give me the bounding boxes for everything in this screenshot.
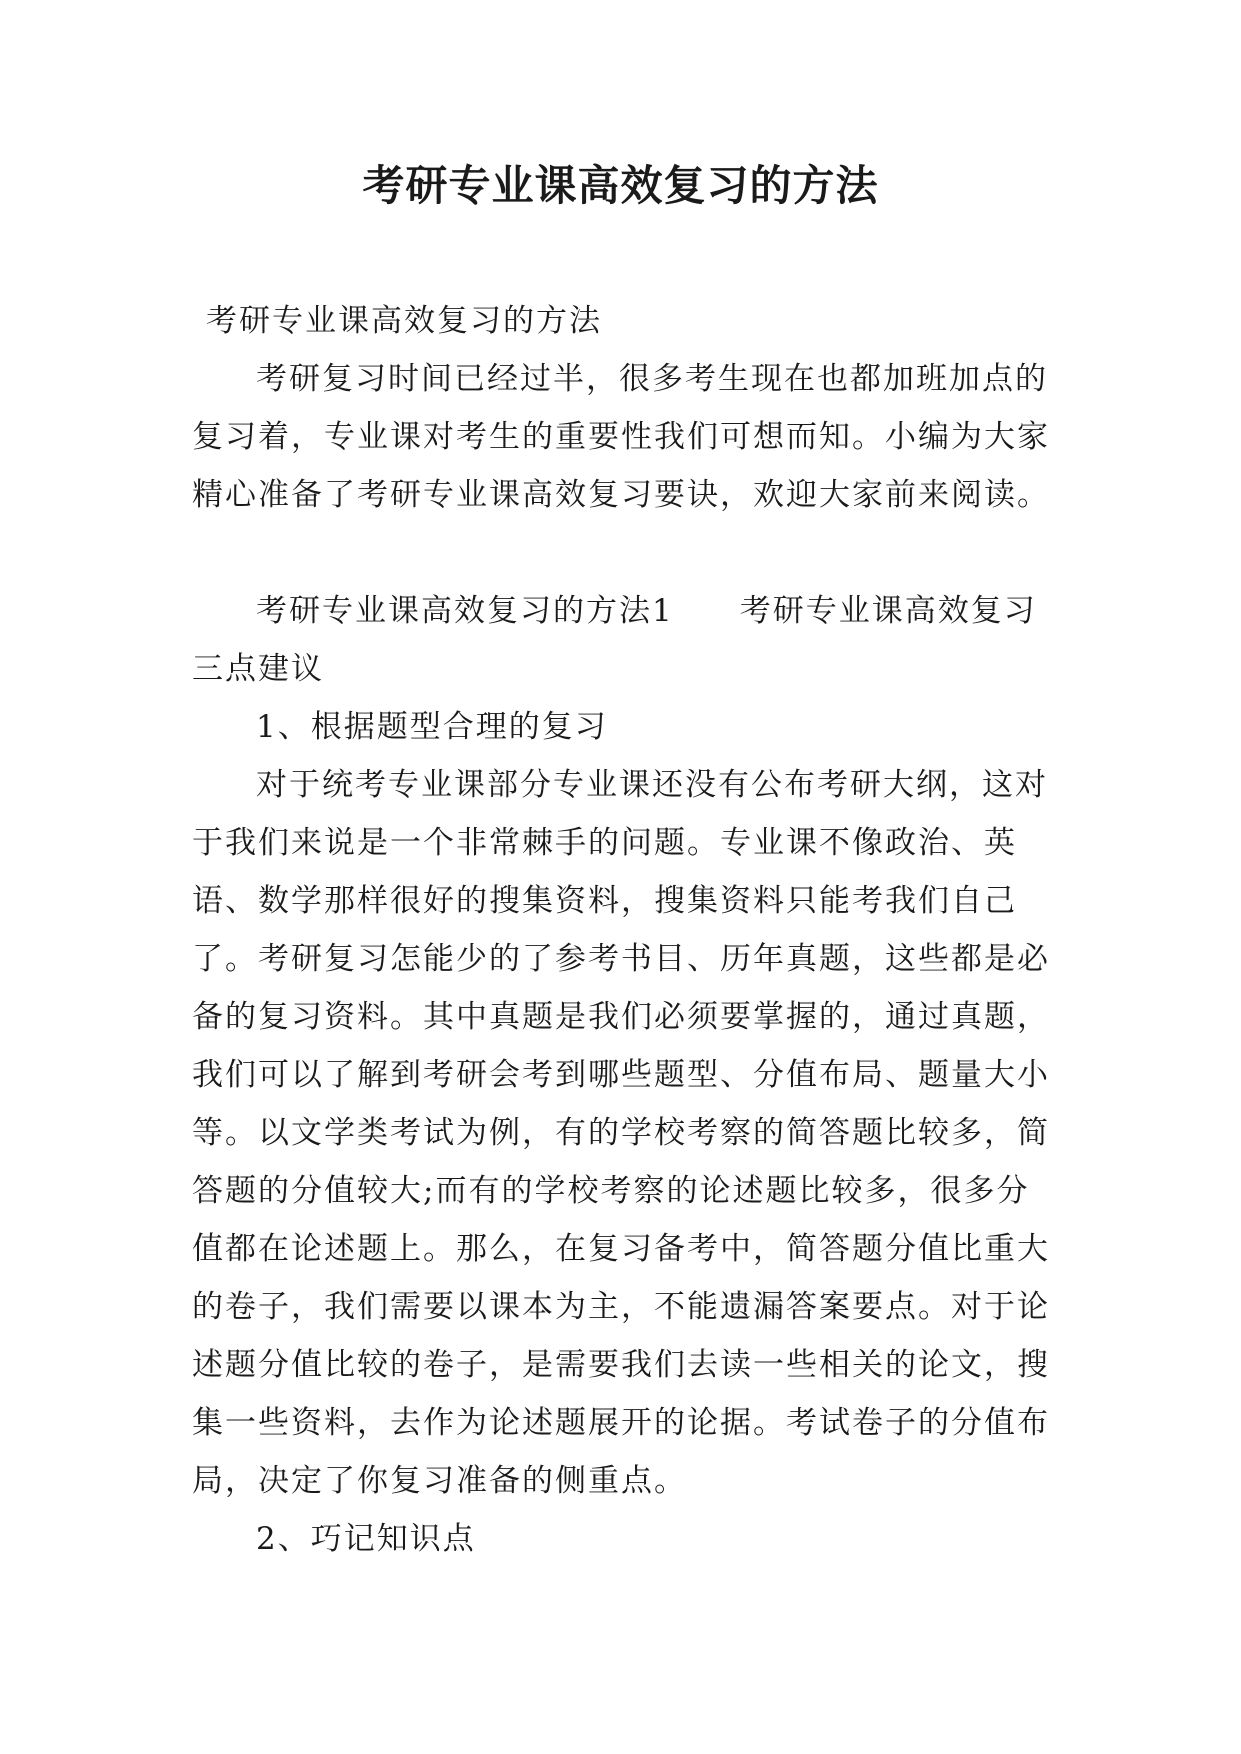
intro-paragraph: 考研复习时间已经过半，很多考生现在也都加班加点的复习着，专业课对考生的重要性我们可想而知。小编为大家精心准备了考研专业课高效复习要诀，欢迎大家前来阅读。 — [192, 361, 1050, 513]
section-heading: 考研专业课高效复习的方法1 考研专业课高效复习三点建议 — [192, 593, 1037, 687]
point1-paragraph: 对于统考专业课部分专业课还没有公布考研大纲，这对于我们来说是一个非常棘手的问题。专业课不像政治、英语、数学那样很好的搜集资料，搜集资料只能考我们自己了。考研复习怎能少的了参考书目、历年真题，这些都是必备的复习资料。其中真题是我们必须要掌握的，通过真题，我们可以了解到考研会考到哪些题型、分值布局、题量大小等。以文学类考试为例，有的学校考察的简答题比较多，简答题的分值较大;而有的学校考察的论述题比较多，很多分值都在论述题上。那么，在复习备考中，简答题分值比重大的卷子，我们需要以课本为主，不能遗漏答案要点。对于论述题分值比较的卷子，是需要我们去读一些相关的论文，搜集一些资料，去作为论述题展开的论据。考试卷子的分值布局，决定了你复习准备的侧重点。 — [192, 767, 1050, 1499]
document-body — [192, 292, 1062, 1568]
paragraph-spacer — [192, 524, 1062, 582]
document-title: 考研专业课高效复习的方法 — [362, 161, 879, 210]
point1-heading: 1、根据题型合理的复习 — [256, 709, 608, 745]
document-subtitle: 考研专业课高效复习的方法 — [206, 303, 602, 339]
point2-heading: 2、巧记知识点 — [256, 1521, 476, 1557]
